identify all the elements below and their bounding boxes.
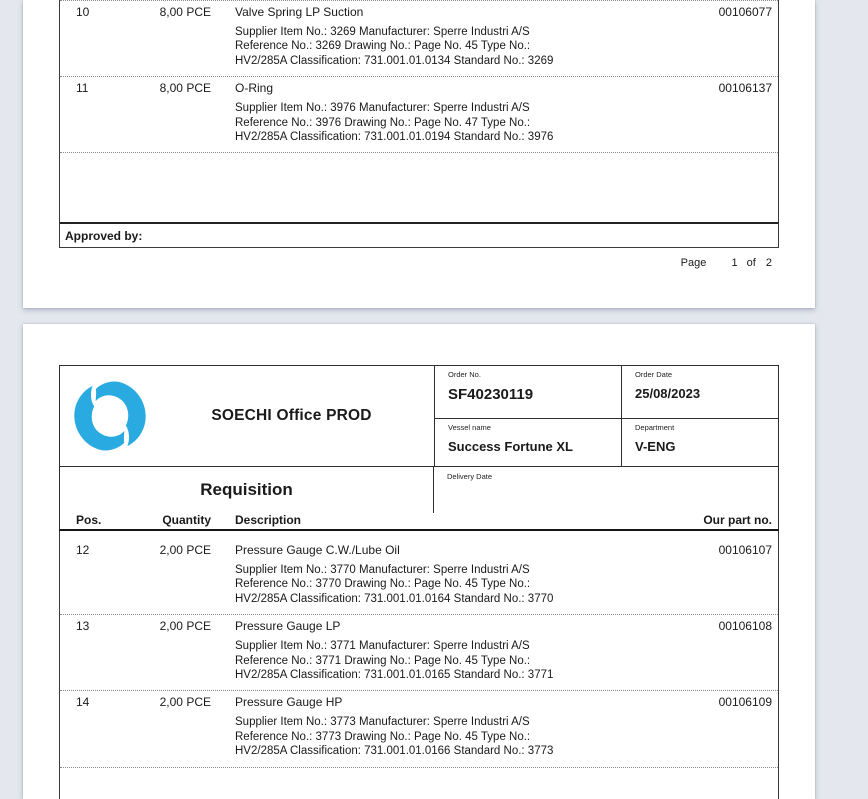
item-name: Pressure Gauge LP [235,619,341,634]
item-pos: 14 [76,695,90,710]
page-2 [23,324,815,799]
item-detail-line: Reference No.: 3770 Drawing No.: Page No. 45 Type No.: [235,578,531,591]
item-detail-line: Reference No.: 3771 Drawing No.: Page No. 45 Type No.: [235,654,531,667]
page-number: 1 [731,257,738,269]
department-cell [621,418,778,466]
item-detail-line: HV2/285A Classification: 731.001.01.0165 Standard No.: 3771 [235,669,554,682]
item-pos: 13 [76,619,90,634]
item-name: Valve Spring LP Suction [235,5,364,19]
item-details [60,709,778,766]
item-main-line [60,619,778,633]
item-detail-line: Supplier Item No.: 3976 Manufacturer: Sperre Industri A/S [235,102,530,115]
approved-by-box [59,222,779,248]
item-detail-line: Reference No.: 3976 Drawing No.: Page No. 47 Type No.: [235,116,531,129]
company-name: SOECHI Office PROD [211,407,372,424]
item-detail-line: Supplier Item No.: 3770 Manufacturer: Sperre Industri A/S [235,564,530,576]
item-pos: 10 [76,5,90,19]
table-row [60,690,778,766]
item-pos: 11 [76,81,89,96]
item-quantity: 8,00 PCE [159,81,211,96]
vessel-name-value: Success Fortune XL [448,439,573,454]
item-detail-line: Supplier Item No.: 3269 Manufacturer: Sperre Industri A/S [235,26,530,38]
table-row [60,76,778,152]
order-date-value: 25/08/2023 [635,386,701,401]
item-part-no: 00106107 [718,543,772,557]
page-number-footer [59,257,779,269]
page-total-number: 2 [765,257,772,269]
department-label: Department [635,423,675,432]
order-no-value: SF40230119 [448,386,534,403]
item-quantity: 8,00 PCE [159,5,211,19]
department-value: V-ENG [635,439,676,454]
soechi-logo-icon [71,378,149,454]
item-detail-line: HV2/285A Classification: 731.001.01.0164 Standard No.: 3770 [235,592,554,605]
item-main-line [60,543,778,557]
requisition-items-table-page1 [59,0,779,222]
column-header-part-no: Our part no. [703,513,772,527]
column-header-pos: Pos. [76,513,102,527]
requisition-header-table [59,365,779,467]
item-detail-line: HV2/285A Classification: 731.001.01.0194 Standard No.: 3976 [235,131,554,144]
item-main-line [60,81,778,95]
empty-table-space [60,152,778,222]
document-title [60,467,434,513]
item-details [60,95,778,152]
empty-table-space [60,767,778,799]
item-main-line [60,5,778,19]
item-name: Pressure Gauge HP [235,695,343,710]
company-logo-cell [60,366,434,466]
page-of-label: of [746,257,756,269]
item-part-no: 00106077 [718,5,772,19]
table-row [60,614,778,690]
order-no-label: Order No. [448,370,481,379]
item-detail-line: Supplier Item No.: 3773 Manufacturer: Sperre Industri A/S [235,716,530,729]
item-quantity: 2,00 PCE [159,543,211,557]
order-date-cell [621,366,778,418]
item-details [60,633,778,690]
item-detail-line: Reference No.: 3773 Drawing No.: Page No. 45 Type No.: [235,730,531,743]
requisition-items-table-page2 [59,531,779,799]
item-part-no: 00106108 [718,619,772,634]
item-pos: 12 [76,543,90,557]
item-part-no: 00106137 [718,81,772,96]
item-name: Pressure Gauge C.W./Lube Oil [235,543,400,557]
delivery-date-label: Delivery Date [447,472,493,481]
vessel-name-label: Vessel name [448,423,491,432]
item-quantity: 2,00 PCE [159,619,211,634]
order-no-cell [434,366,621,418]
column-header-row [59,513,779,531]
column-header-description: Description [235,513,302,527]
item-quantity: 2,00 PCE [159,695,211,710]
page-1 [23,0,815,308]
item-detail-line: Supplier Item No.: 3771 Manufacturer: Sperre Industri A/S [235,640,530,653]
approved-by-label: Approved by: [65,228,143,243]
order-date-label: Order Date [635,370,673,379]
table-row [60,531,778,614]
item-details [60,19,778,76]
item-detail-line: Reference No.: 3269 Drawing No.: Page No. 45 Type No.: [235,40,531,53]
item-detail-line: HV2/285A Classification: 731.001.01.0134 Standard No.: 3269 [235,54,554,67]
vessel-name-cell [434,418,621,466]
item-part-no: 00106109 [718,695,772,710]
item-details [60,557,778,614]
title-band [59,467,779,513]
item-detail-line: HV2/285A Classification: 731.001.01.0166 Standard No.: 3773 [235,745,554,758]
page-label: Page [680,257,707,269]
item-name: O-Ring [235,81,274,96]
table-row [60,0,778,76]
column-header-quantity: Quantity [162,513,211,527]
item-main-line [60,695,778,709]
document-title-text: Requisition [200,480,293,499]
